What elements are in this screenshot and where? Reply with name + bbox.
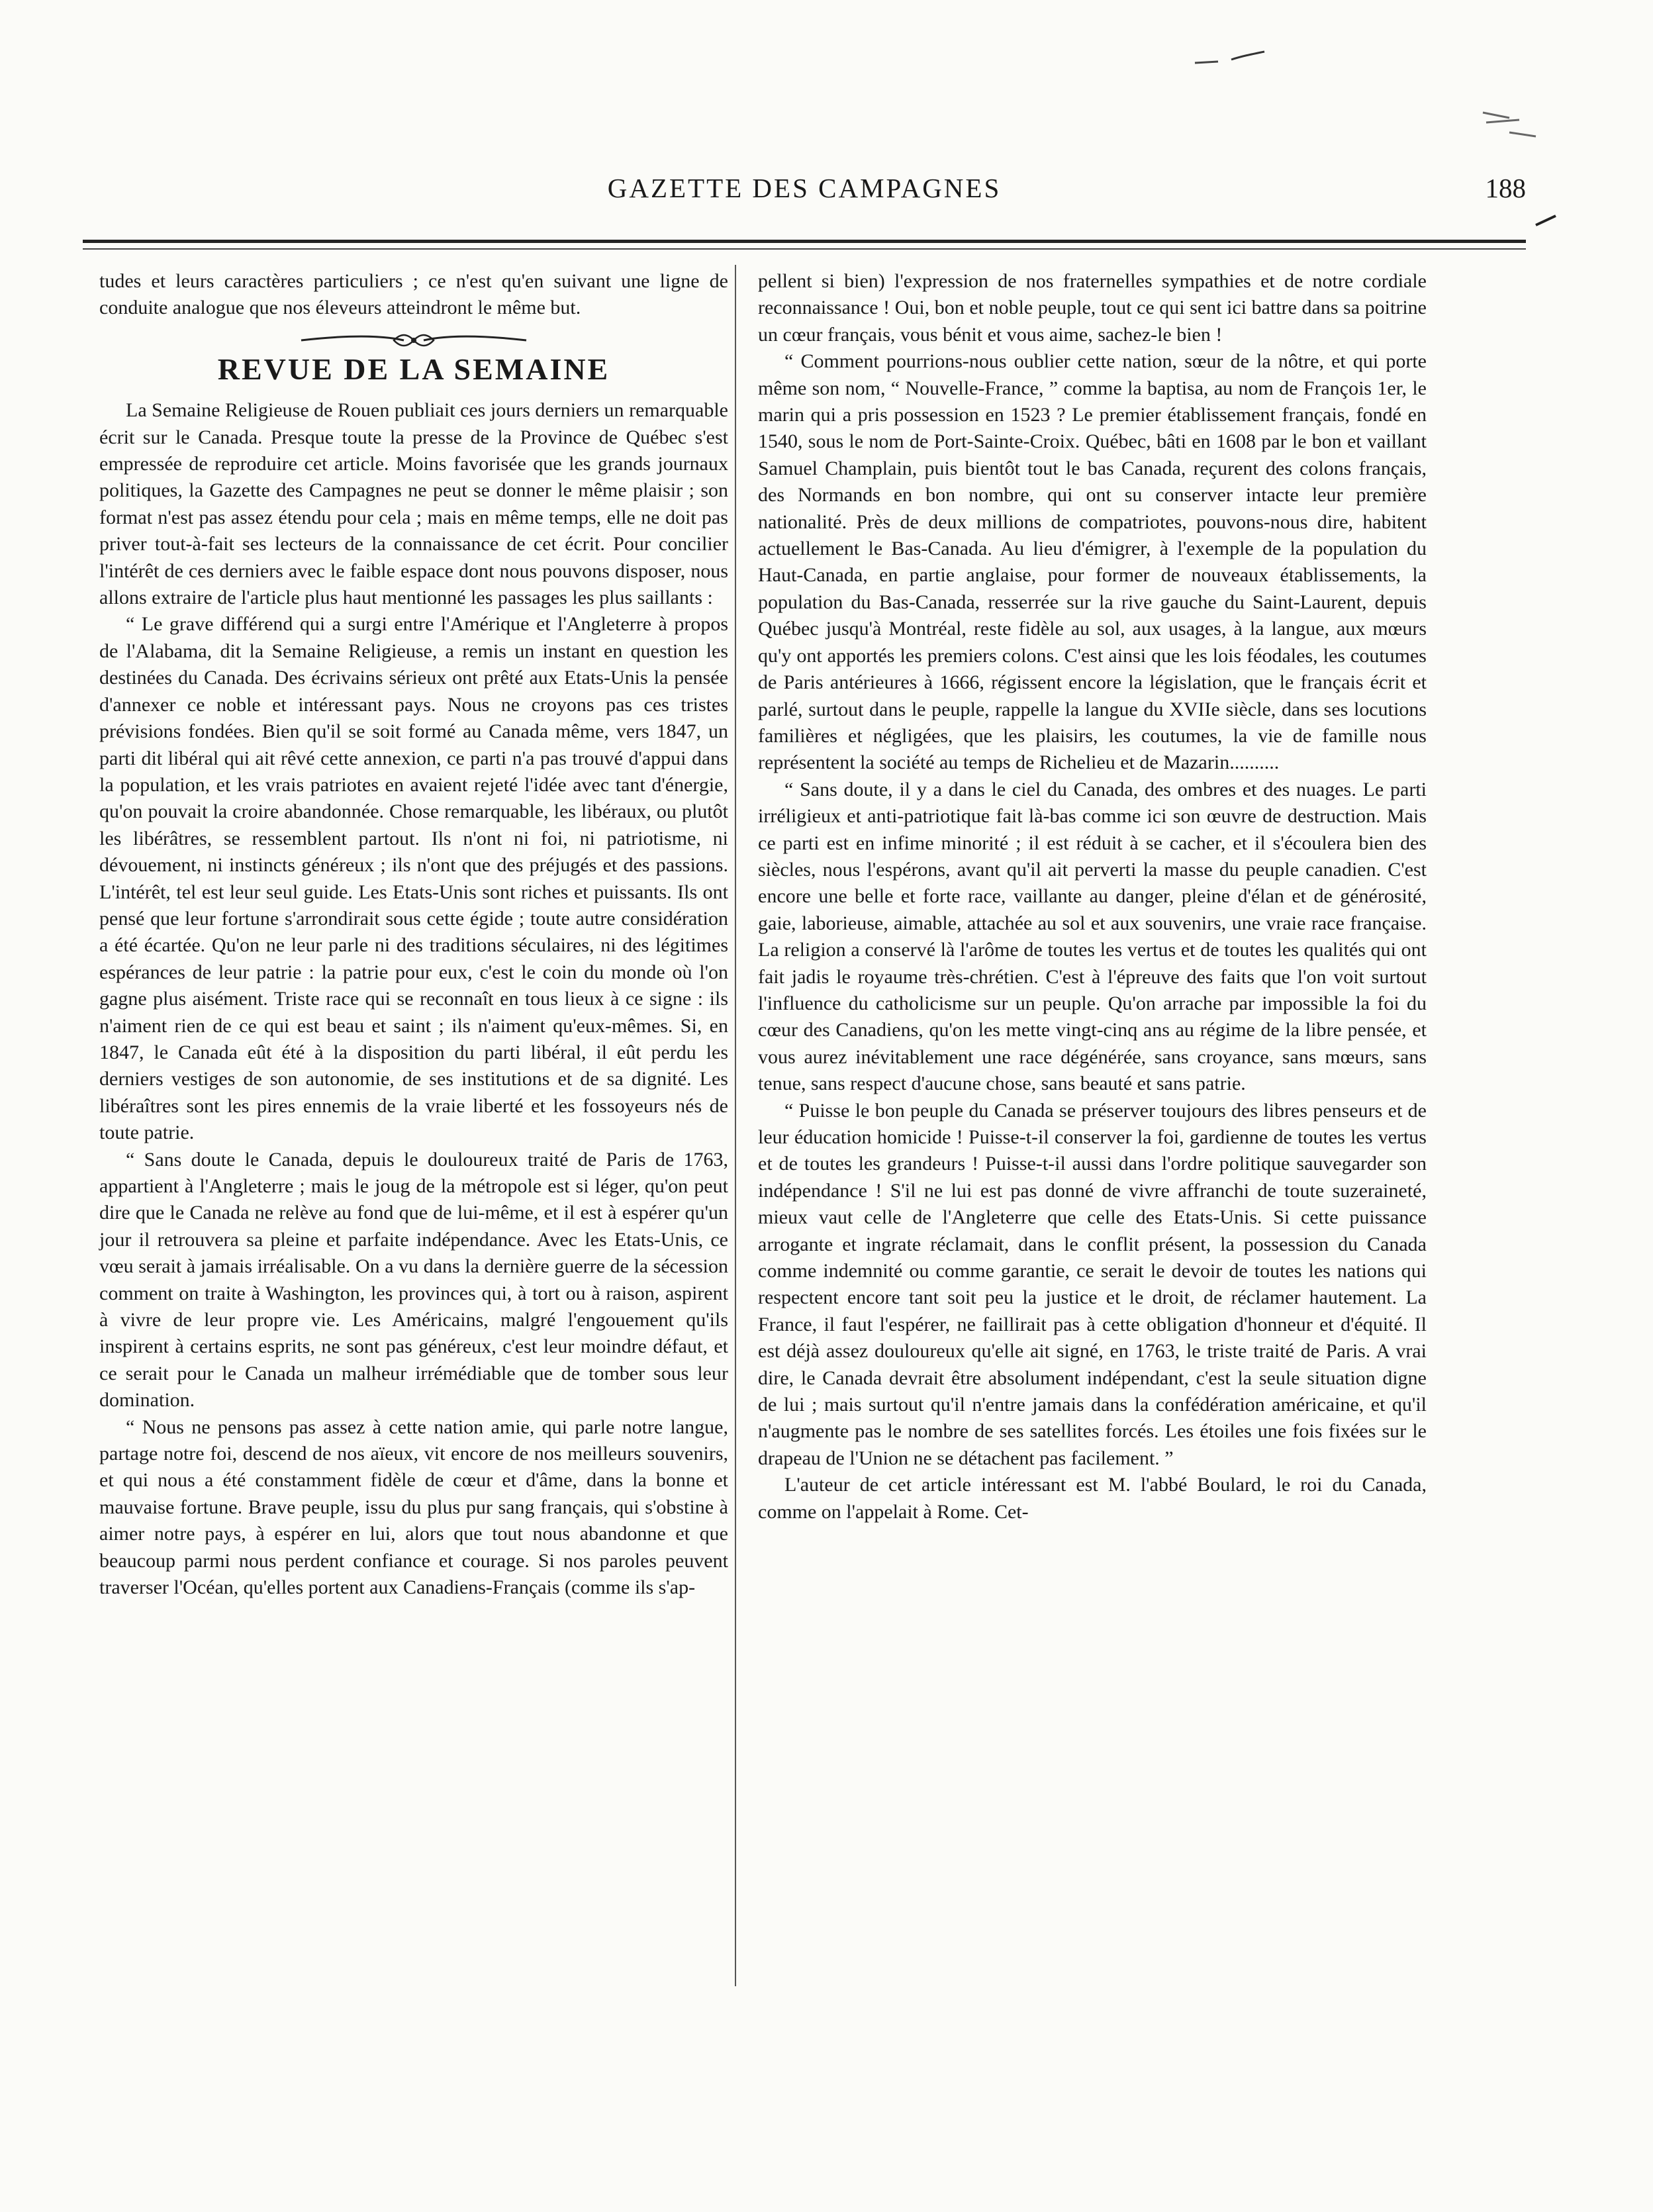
paragraph: “ Sans doute le Canada, depuis le douloureux traité de Paris de 1763, appartient à l'Angleterre ; mais le joug de la métropole est si léger, qu'on peut dire que le Canada ne relève au fond que de lui-même, et il est à espérer qu'un jour il retrouvera sa pleine et parfaite indépendance. Avec les Etats-Unis, ce vœu serait à jamais irréalisable. On a vu dans la dernière guerre de la sécession comment on traite à Washington, les provinces qui, à tort ou à raison, aspirent à vivre de leur propre vie. Les Américains, malgré l'engouement qu'ils inspirent à certains esprits, ne sont pas généreux, c'est leur moindre défaut, et ce serait pour le Canada un malheur irrémédiable que de tomber sous leur domination. <box>99 1148 728 1412</box>
paragraph: L'auteur de cet article intéressant est M. l'abbé Boulard, le roi du Canada, comme on l'appelait à Rome. Cet- <box>758 1474 1427 1523</box>
left-column <box>99 268 728 1602</box>
paragraph: pellent si bien) l'expression de nos fraternelles sympathies et de notre cordiale reconnaissance ! Oui, bon et noble peuple, tout ce qui sent ici battre dans sa poitrine un cœur français, vous bénit et vous aime, sachez-le bien ! <box>758 270 1427 346</box>
page-number: 188 <box>1485 173 1526 203</box>
paragraph: “ Puisse le bon peuple du Canada se préserver toujours des libres penseurs et de leur éducation homicide ! Puisse-t-il conserver la foi, gardienne de toutes les vertus et de toutes les grandeurs ! Puisse-t-il aussi dans l'ordre politique sauvegarder son indépendance ! S'il ne lui est pas donné de vivre affranchi de toute suzeraineté, mieux vaut celle de l'Angleterre que celle des Etats-Unis. Si cette puissance arrogante et ingrate réclamait, dans le conflit présent, la possession du Canada comme indemnité ou comme garantie, ce serait le devoir de toutes les nations qui respectent encore tant soit peu la justice et le droit, de réclamer hautement. La France, il faut l'espérer, ne faillirait pas à cette obligation d'honneur et d'équité. Il est déjà assez douloureux qu'elle ait signé, en 1763, le triste traité de Paris. A vrai dire, le Canada devrait être absolument indépendant, c'est la seule situation digne de lui ; mais surtout qu'il n'entre jamais dans la confédération américaine, et qu'il n'augmente pas le nombre de ses satellites forcés. Les étoiles une fois fixées sur le drapeau de l'Union ne se détachent pas facilement. ” <box>758 1099 1427 1469</box>
column-divider <box>735 265 736 1986</box>
header-rule <box>83 240 1526 243</box>
paragraph: “ Le grave différend qui a surgi entre l'Amérique et l'Angleterre à propos de l'Alabama, dit la Semaine Religieuse, a remis un instant en question les destinées du Canada. Des écrivains sérieux ont prêté aux Etats-Unis la pensée d'annexer ce noble et intéressant pays. Nous ne croyons pas ces tristes prévisions fondées. Bien qu'il se soit formé au Canada même, vers 1847, un parti dit libéral qui ait rêvé cette annexion, ce parti n'a pas trouvé d'appui dans la population, et les vrais patriotes en avaient rejeté l'idée avec tant d'énergie, qu'on pouvait la croire abandonnée. Chose remarquable, les libéraux, ou plutôt les libérâtres, se ressemblent partout. Ils n'ont ni foi, ni patriotisme, ni dévouement, ni instincts généreux ; ils n'ont que des préjugés et des passions. L'intérêt, tel est leur seul guide. Les Etats-Unis sont riches et puissants. Ils ont pensé que leur fortune s'arrondirait sous cette égide ; toute autre considération a été écartée. Qu'on ne leur parle ni des traditions séculaires, ni des légitimes espérances de leur patrie : la patrie pour eux, c'est le coin du monde où l'on gagne plus aisément. Triste race qui se reconnaît en tous lieux à ce signe : ils n'aiment rien de ce qui est beau et saint ; ils n'aiment qu'eux-mêmes. Si, en 1847, le Canada eût été à la disposition du parti libéral, il eût perdu les derniers vestiges de son autonomie, de ses institutions et de sa dignité. Les libéraîtres sont les pires ennemis de la vraie liberté et les fossoyeurs nés de toute patrie. <box>99 613 728 1144</box>
right-column <box>758 268 1427 1525</box>
ornamental-divider <box>295 327 533 354</box>
section-heading: REVUE DE LA SEMAINE <box>217 352 610 386</box>
intro-paragraph: tudes et leurs caractères particuliers ; ce n'est qu'en suivant une ligne de conduite analogue que nos éleveurs atteindront le même but. <box>99 270 728 319</box>
running-header <box>83 172 1526 212</box>
header-rule-thin <box>83 248 1526 250</box>
paragraph: “ Sans doute, il y a dans le ciel du Canada, des ombres et des nuages. Le parti irréligieux et anti-patriotique fait là-bas comme ici son œuvre de destruction. Mais ce parti est en infime minorité ; il est réduit à se cacher, et il s'écoulera bien des siècles, nous l'espérons, avant qu'il ait perverti la masse du peuple canadien. C'est encore une belle et forte race, vaillante au danger, pleine d'élan et de générosité, gaie, laborieuse, aimable, attachée au sol et aux souvenirs, une vraie race française. La religion a conservé là l'arôme de toutes les vertus et de toutes les qualités qui ont fait jadis le royaume très-chrétien. C'est à l'épreuve des faits que l'on voit surtout l'influence du catholicisme sur un peuple. Qu'on arrache par impossible la foi du cœur des Canadiens, qu'on les mette vingt-cinq ans au régime de la libre pensée, et vous aurez inévitablement une race dégénérée, sans croyance, sans mœurs, sans tenue, sans respect d'aucune chose, sans beauté et sans patrie. <box>758 778 1427 1095</box>
paragraph: “ Nous ne pensons pas assez à cette nation amie, qui parle notre langue, partage notre foi, descend de nos aïeux, vit encore de nos meilleurs souvenirs, et qui nous a été constamment fidèle de cœur et d'âme, dans la bonne et mauvaise fortune. Brave peuple, issu du plus pur sang français, qui s'obstine à aimer notre pays, à espérer en lui, alors que tout nous abandonne et que beaucoup parmi nous perdent confiance et courage. Si nos paroles peuvent traverser l'Océan, qu'elles portent aux Canadiens-Français (comme ils s'ap- <box>99 1416 728 1599</box>
paragraph: “ Comment pourrions-nous oublier cette nation, sœur de la nôtre, et qui porte même son nom, “ Nouvelle-France, ” comme la baptisa, au nom de François 1er, le marin qui a pris possession en 1523 ? Le premier établissement français, fondé en 1540, sous le nom de Port-Sainte-Croix. Québec, bâti en 1608 par le bon et vaillant Samuel Champlain, puis bientôt tout le bas Canada, reçurent des colons français, des Normands en bon nombre, qui ont su conserver intacte leur première nationalité. Près de deux millions de compatriotes, pouvons-nous dire, habitent actuellement le Bas-Canada. Au lieu d'émigrer, à l'exemple de la population du Haut-Canada, en partie anglaise, pour former de nouveaux établissements, la population du Bas-Canada, resserrée sur la rive gauche du Saint-Laurent, depuis Québec jusqu'à Montréal, reste fidèle au sol, aux usages, à la langue, aux mœurs qu'y ont apportés les premiers colons. C'est ainsi que les lois féodales, les coutumes de Paris antérieures à 1666, régissent encore la législation, que le français écrit et parlé, surtout dans le peuple, rappelle la langue du XVIIe siècle, dans ses locutions familières et négligées, que les plaisirs, les coutumes, la vie de famille nous représentent la société au temps de Richelieu et de Mazarin.......... <box>758 350 1427 774</box>
paragraph: La Semaine Religieuse de Rouen publiait ces jours derniers un remarquable écrit sur le Canada. Presque toute la presse de la Province de Québec s'est empressée de reproduire cet article. Moins favorisée que les grands journaux politiques, la Gazette des Campagnes ne peut se donner le même plaisir ; son format n'est pas assez étendu pour cela ; mais en même temps, elle ne doit pas priver tout-à-fait ses lecteurs de la connaissance de cet écrit. Pour concilier l'intérêt de ces derniers avec le faible espace dont nous pouvons disposer, nous allons extraire de l'article plus haut mentionné les passages les plus saillants : <box>99 399 728 609</box>
publication-title: GAZETTE DES CAMPAGNES <box>607 173 1002 203</box>
